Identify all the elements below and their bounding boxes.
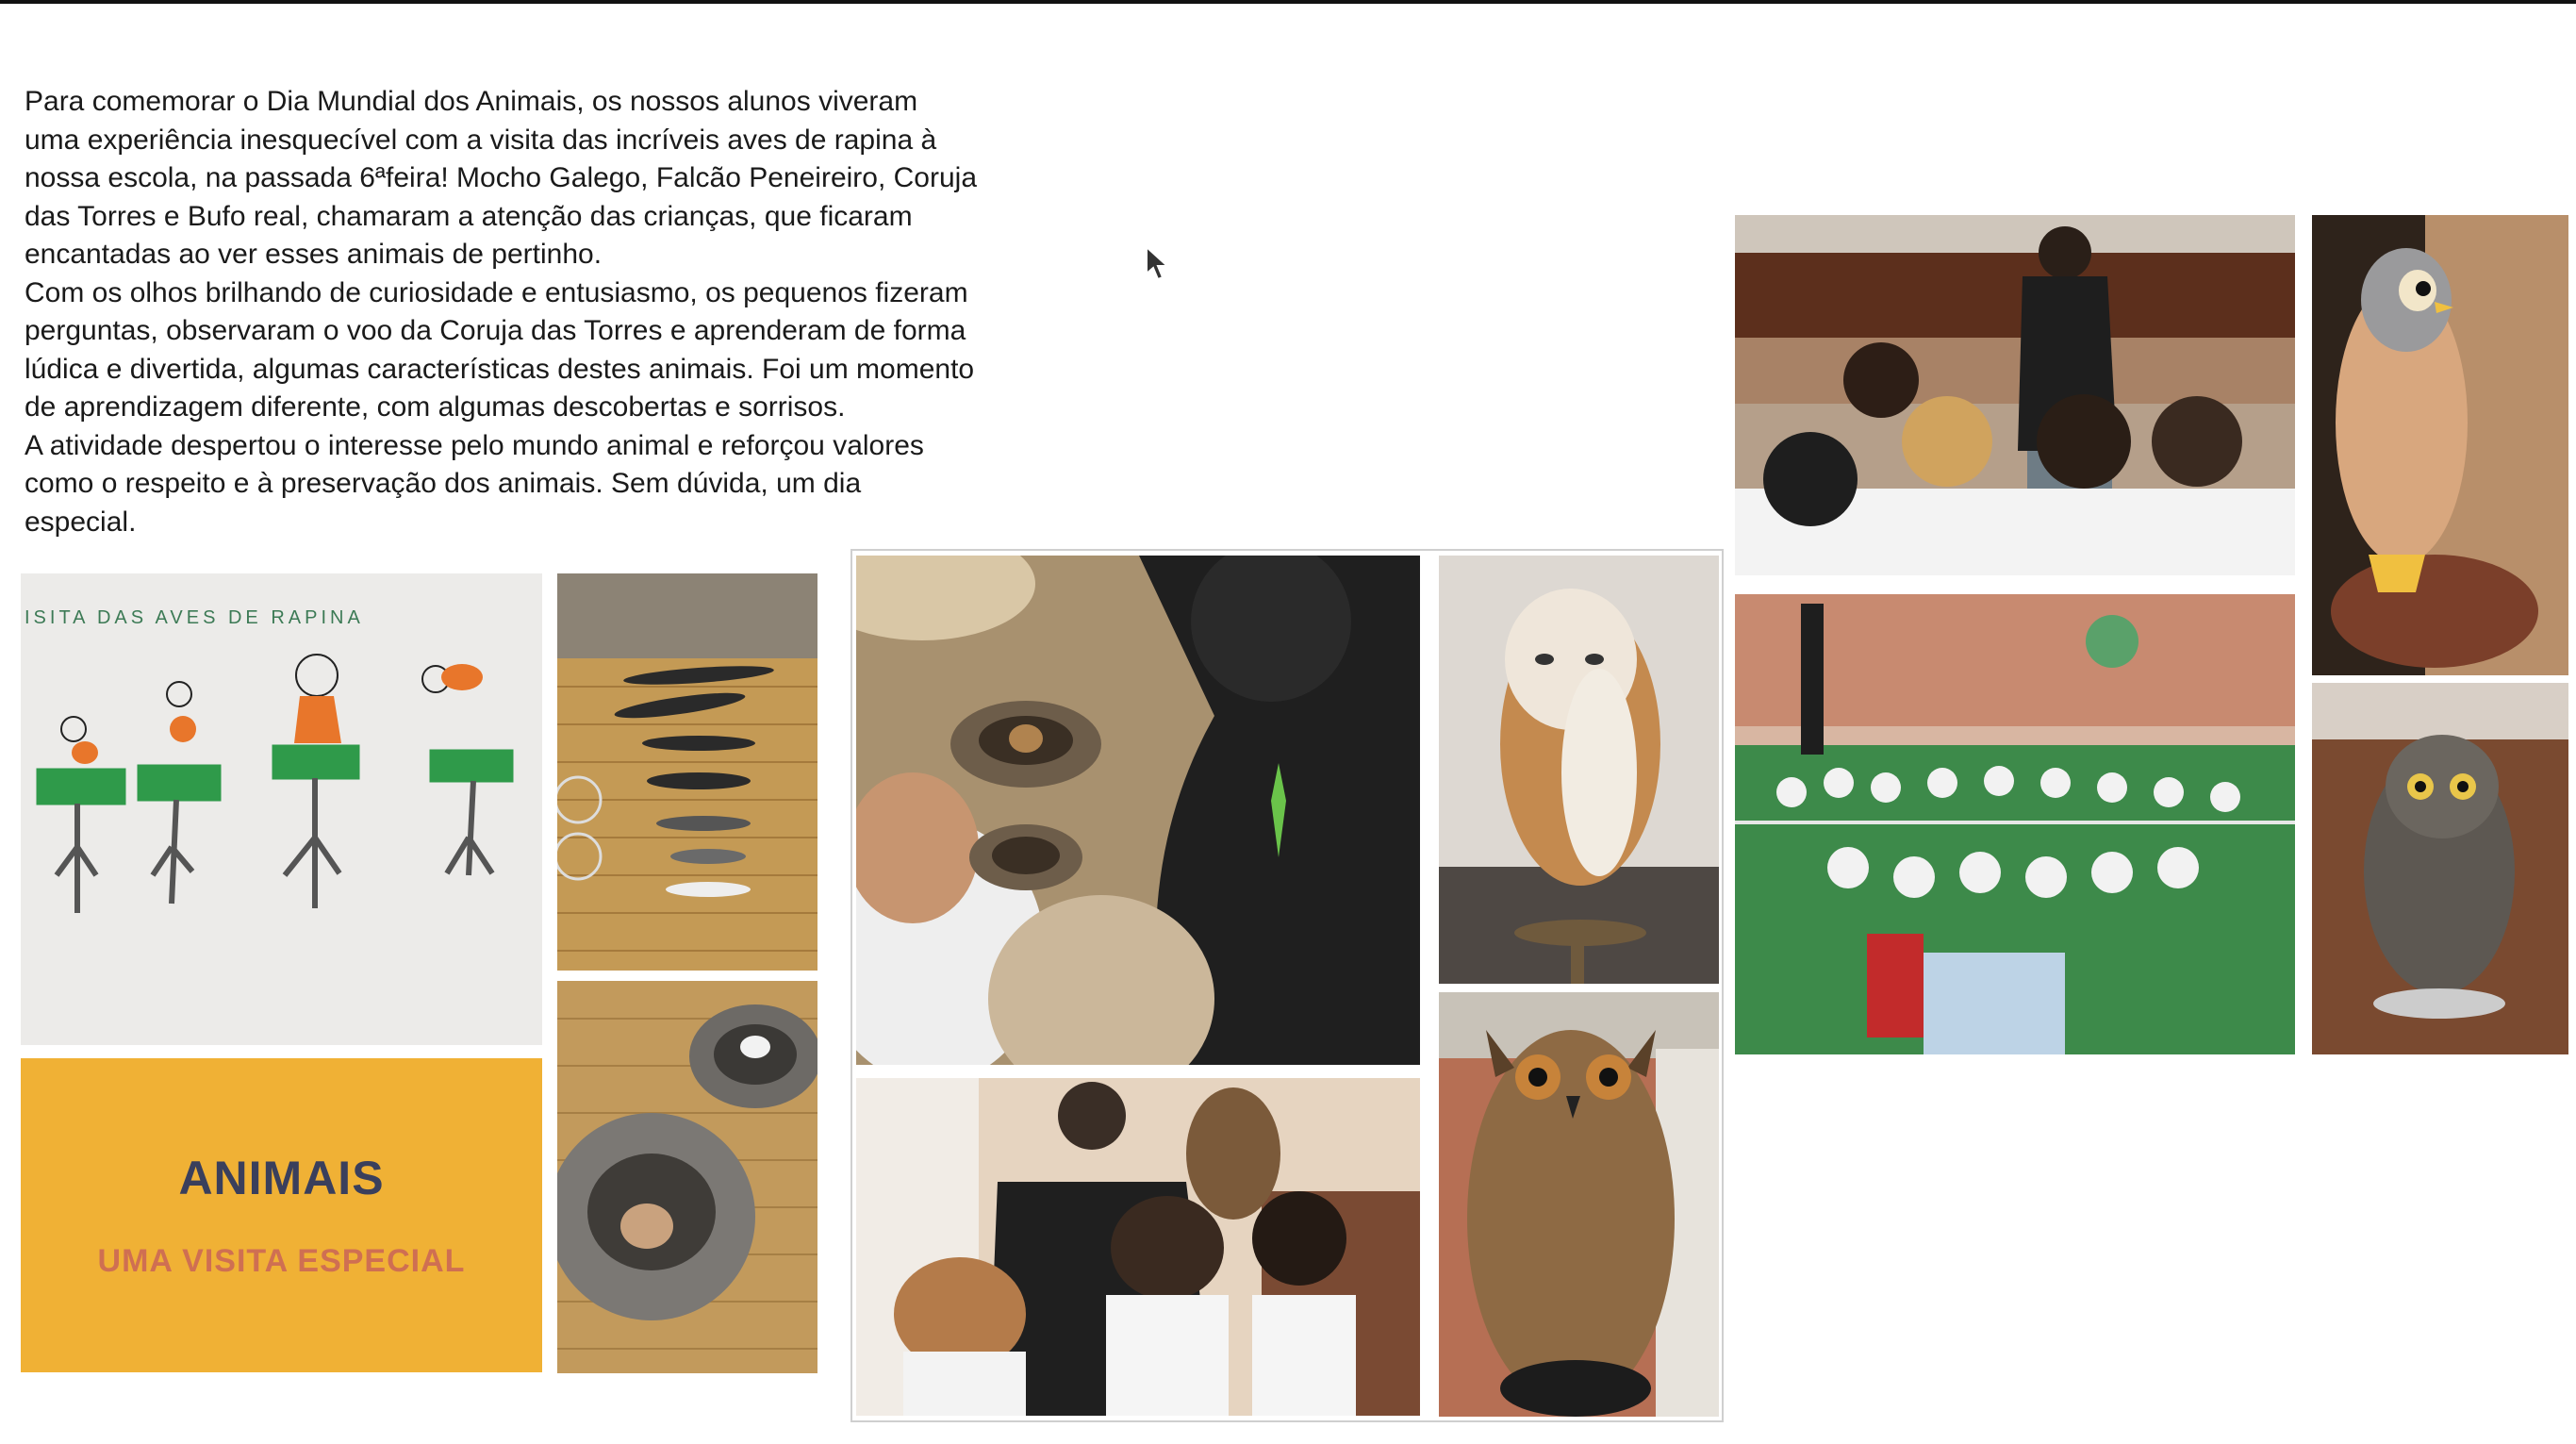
intro-text [25,83,977,541]
feathers-photo [557,573,817,971]
children-drawing [21,573,542,1045]
drawing-caption: ISITA DAS AVES DE RAPINA [25,607,364,628]
card-subtitle: UMA VISITA ESPECIAL [97,1243,466,1279]
intro-paragraph-1: Para comemorar o Dia Mundial dos Animais, os nossos alunos viveram uma experiência inesquecível com a visita das incríveis aves de rapina à nossa escola, na passada 6ªfeira! Mocho Galego, Falcão Peneireiro, Coruja das Torres e Bufo real, chamaram a atenção das crianças, que ficaram encantadas ao ver esses animais de pertinho. [25,86,978,270]
title-card [21,1058,542,1372]
barn-owl-photo [1439,556,1719,984]
drawing-illustration [21,573,542,1045]
kids-nest-photo [856,556,1420,1065]
eagle-owl-photo [1439,992,1719,1417]
class-owl-photo [856,1078,1420,1416]
intro-paragraph-2: Com os olhos brilhando de curiosidade e entusiasmo, os pequenos fizeram perguntas, observaram o voo da Coruja das Torres e aprenderam de forma lúdica e divertida, algumas características destes animais. Foi um momento de aprendizagem diferente, com algumas descobertas e sorrisos. [25,276,975,423]
guide-kids-photo [1735,215,2295,575]
nests-photo [557,981,817,1373]
window-top-border [0,0,2576,4]
intro-paragraph-3: A atividade despertou o interesse pelo mundo animal e reforçou valores como o respeito e à preservação dos animais. Sem dúvida, um dia especial. [25,429,924,538]
mouse-pointer-icon [1145,245,1173,283]
kestrel-photo [2312,215,2568,675]
card-title: ANIMAIS [178,1152,385,1204]
children-hall-photo [1735,594,2295,1054]
little-owl-photo [2312,683,2568,1054]
